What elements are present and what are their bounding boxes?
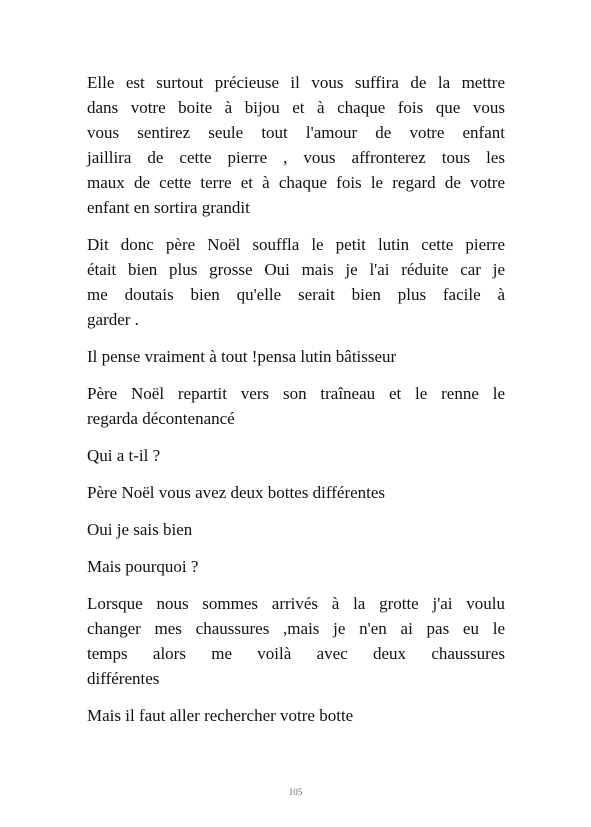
paragraph (87, 480, 505, 505)
body-text (87, 70, 505, 740)
paragraph (87, 554, 505, 579)
text-line: Il pense vraiment à tout !pensa lutin bâtisseur (87, 347, 397, 366)
text-line: jaillira de cette pierre , vous affronterez tous les (87, 148, 505, 167)
text-line: Oui je sais bien (87, 520, 193, 539)
paragraph (87, 443, 505, 468)
text-line: Mais pourquoi ? (87, 557, 199, 576)
paragraph (87, 381, 505, 431)
text-line: temps alors me voilà avec deux chaussures (87, 644, 505, 663)
paragraph (87, 703, 505, 728)
text-line: enfant en sortira grandit (87, 198, 250, 217)
text-line: changer mes chaussures ,mais je n'en ai pas eu le (87, 619, 505, 638)
paragraph (87, 70, 505, 220)
text-line: Père Noël vous avez deux bottes différentes (87, 483, 386, 502)
text-line: Elle est surtout précieuse il vous suffira de la mettre (87, 73, 505, 92)
text-line: me doutais bien qu'elle serait bien plus facile à (87, 285, 505, 304)
text-line: Père Noël repartit vers son traîneau et le renne le (87, 384, 505, 403)
text-line: Mais il faut aller rechercher votre botte (87, 706, 354, 725)
text-line: différentes (87, 669, 160, 688)
paragraph (87, 344, 505, 369)
page-number: 105 (288, 787, 303, 797)
text-line: était bien plus grosse Oui mais je l'ai réduite car je (87, 260, 505, 279)
paragraph (87, 517, 505, 542)
text-line: vous sentirez seule tout l'amour de votre enfant (87, 123, 505, 142)
text-line: regarda décontenancé (87, 409, 235, 428)
text-line: Qui a t-il ? (87, 446, 161, 465)
paragraph (87, 232, 505, 332)
paragraph (87, 591, 505, 691)
text-line: maux de cette terre et à chaque fois le regard de votre (87, 173, 505, 192)
text-line: Lorsque nous sommes arrivés à la grotte j'ai voulu (87, 594, 505, 613)
text-line: dans votre boite à bijou et à chaque fois que vous (87, 98, 505, 117)
text-line: Dit donc père Noël souffla le petit lutin cette pierre (87, 235, 505, 254)
text-line: garder . (87, 310, 139, 329)
